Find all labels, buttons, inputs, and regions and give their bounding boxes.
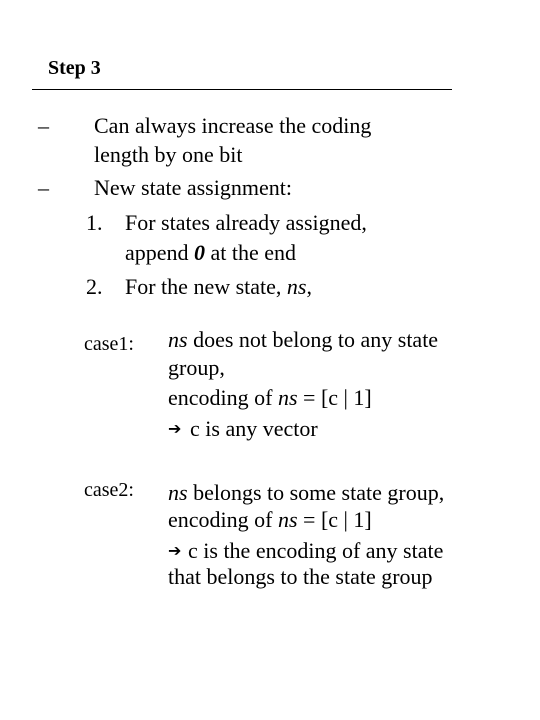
- title-divider: [32, 89, 452, 90]
- zero-emphasis: 0: [194, 240, 206, 265]
- case-text: ns does not belong to any state: [168, 327, 439, 352]
- step-text: For states already assigned,: [125, 210, 367, 235]
- bullet-text: New state assignment:: [94, 175, 292, 200]
- bullet-dash: –: [38, 113, 49, 138]
- case-text: ns belongs to some state group,: [168, 480, 445, 505]
- right-arrow-icon: ➔: [168, 419, 182, 438]
- right-arrow-icon: ➔: [168, 541, 182, 560]
- case-label: case1:: [84, 333, 134, 355]
- encoding-formula: encoding of ns = [c | 1]: [168, 385, 372, 410]
- step-number: 2.: [86, 274, 103, 299]
- page-title: Step 3: [48, 57, 101, 79]
- implication-line: ➔ c is the encoding of any state: [168, 536, 443, 566]
- implication-line-continued: that belongs to the state group: [168, 564, 433, 589]
- case-label: case2:: [84, 479, 134, 501]
- bullet-text-continued: length by one bit: [94, 142, 243, 167]
- step-text-continued: append 0 at the end: [125, 240, 297, 265]
- bullet-text: Can always increase the coding: [94, 113, 372, 138]
- bullet-dash: –: [38, 175, 49, 200]
- implication-line: ➔ c is any vector: [168, 414, 318, 444]
- encoding-formula: encoding of ns = [c | 1]: [168, 507, 372, 532]
- step-text: For the new state, ns,: [125, 274, 312, 299]
- step-number: 1.: [86, 210, 103, 235]
- case-text-continued: group,: [168, 355, 225, 380]
